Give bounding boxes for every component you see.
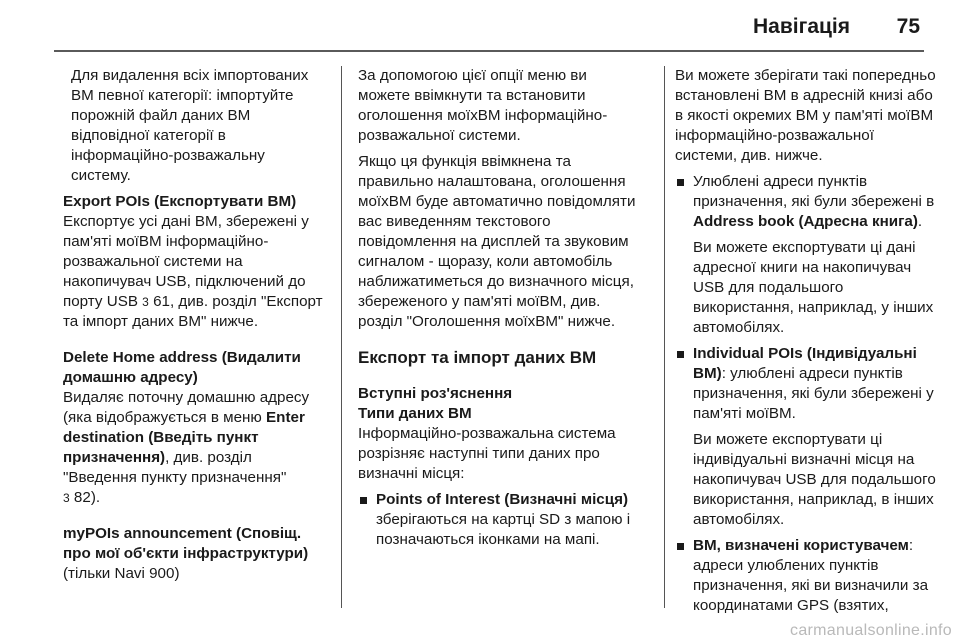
list-item: Points of Interest (Визначні місця) зберігаються на картці SD з мапою і позначаються іконками на мапі.	[358, 490, 638, 550]
list-item: Individual POIs (Індивідуальні ВМ): улюблені адреси пунктів призначення, які були збережені у пам'яті моїВМ.	[675, 344, 940, 424]
mypois-text: (тільки Navi 900)	[63, 565, 180, 582]
delete-home-text: Видаляє поточну домашню адресу (яка відображується в меню Enter destination (Введіть пункт призначення), див. розділ "Введення пункту призначення" 3 82).	[63, 389, 310, 506]
list-item: Улюблені адреси пунктів призначення, які були збережені в Address book (Адресна книга).	[675, 172, 940, 232]
export-pois-heading: Export POIs (Експортувати ВМ)	[63, 193, 297, 210]
mypois-behavior-paragraph: Якщо ця функція ввімкнена та правильно налаштована, оголошення моїхВМ буде автоматично повідомляти вас виведенням текстового повідомлення на дисплей та звуковим сигналом - щоразу, коли автомобіль наближатиметься до визначного місця, збереженого у пам'яті моїВМ, див. розділ "Оголошення моїхВМ" нижче.	[358, 153, 636, 330]
bullet-square-icon	[360, 497, 367, 504]
mypois-heading: myPOIs announcement (Сповіщ. про мої об'єкти інфраструктури)	[63, 525, 309, 562]
individual-pois-export-paragraph: Ви можете експортувати ці індивідуальні визначні місця на накопичувач USB для подальшого використання, наприклад, в інших автомобілях.	[693, 431, 936, 528]
column-1	[63, 66, 328, 590]
bullet-square-icon	[677, 179, 684, 186]
intro-subheading: Вступні роз'яснення	[358, 385, 513, 402]
mypois-desc-paragraph: За допомогою цієї опції меню ви можете ввімкнути та встановити оголошення моїхВМ інформаційно-розважальної системи.	[358, 67, 608, 144]
watermark: carmanualsonline.info	[790, 622, 952, 639]
page-ref-icon: 3	[63, 491, 70, 505]
column-divider-2	[664, 66, 665, 608]
page-header	[0, 0, 960, 50]
preset-pois-paragraph: Ви можете зберігати такі попередньо встановлені ВМ в адресній книзі або в якості окремих ВМ у пам'яті моїВМ інформаційно-розважальної системи, див. нижче.	[675, 67, 936, 164]
bullet-square-icon	[677, 543, 684, 550]
header-rule	[54, 50, 924, 52]
bullet-square-icon	[677, 351, 684, 358]
page-ref-icon: 3	[142, 295, 149, 309]
intro-paragraph: Для видалення всіх імпортованих ВМ певної категорії: імпортуйте порожній файл даних ВМ відповідної категорії в інформаційно-розважальну систему.	[71, 67, 309, 184]
column-3	[675, 66, 940, 622]
page-number: 75	[896, 15, 920, 38]
list-item: ВМ, визначені користувачем: адреси улюблених пунктів призначення, які ви визначили за координатами GPS (взятих,	[675, 536, 940, 616]
address-book-export-paragraph: Ви можете експортувати ці дані адресної книги на накопичувач USB для подальшого використання, наприклад, у інших автомобілях.	[693, 239, 934, 336]
types-paragraph: Інформаційно-розважальна система розрізняє наступні типи даних про визначні місця:	[358, 425, 616, 482]
types-subheading: Типи даних ВМ	[358, 405, 472, 422]
section-title: Навігація	[752, 15, 850, 38]
delete-home-heading: Delete Home address (Видалити домашню адресу)	[63, 349, 301, 386]
export-import-section-heading: Експорт та імпорт даних ВМ	[358, 348, 597, 367]
export-pois-text: Експортує усі дані ВМ, збережені у пам'яті моїВМ інформаційно-розважальної системи на накопичувач USB, підключений до порту USB 3 61, див. розділ "Експорт та імпорт даних ВМ" нижче.	[63, 213, 323, 330]
column-divider-1	[341, 66, 342, 608]
column-2	[358, 66, 638, 556]
